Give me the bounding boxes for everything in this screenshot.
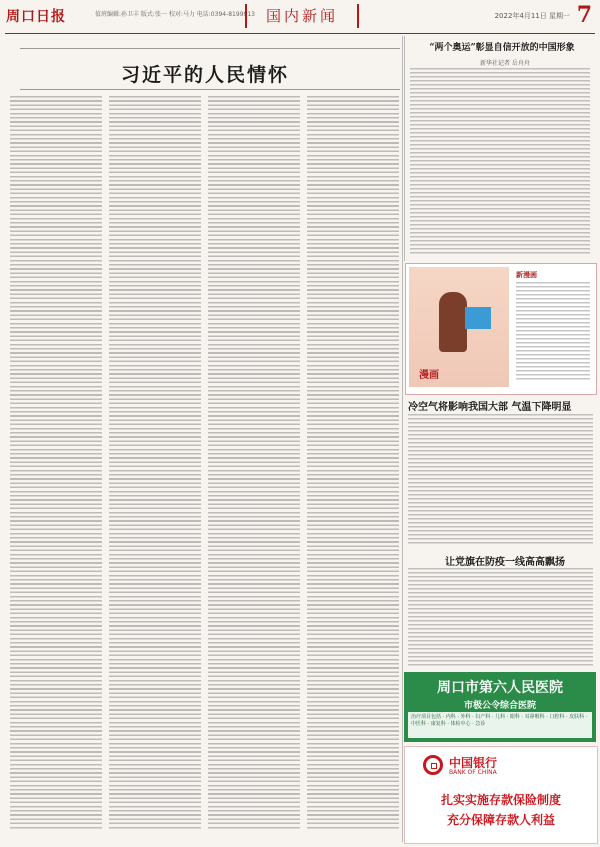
masthead: [0, 0, 600, 34]
right-top-article-body: [410, 68, 590, 256]
right-top-article-title: “两个奥运”彰显自信开放的中国形象: [429, 43, 575, 53]
cartoon-block: [405, 263, 597, 395]
main-article-title: 习近平的人民情怀: [120, 64, 289, 86]
editor-meta: 值班编辑:孙卫丰 版式:张一 校对:马力 电话:0394-8199913: [95, 11, 255, 18]
bank-ad: [404, 746, 598, 844]
cartoon-title: 新漫画: [516, 271, 537, 279]
article-column-4: [307, 96, 399, 831]
weather-article-title: 冷空气将影响我国大部 气温下降明显: [408, 402, 572, 413]
hospital-ad: [404, 672, 596, 742]
main-article-body: [10, 96, 400, 836]
article-column-2: [109, 96, 201, 831]
bank-slogan-1: 扎实实施存款保险制度: [440, 793, 561, 807]
bank-slogan-2: 充分保障存款人利益: [446, 813, 555, 827]
cartoon-sign-icon: [465, 307, 491, 329]
page-number: 7: [576, 2, 592, 28]
hospital-ad-details-text: 治疗项目包括 · 内科 · 外科 · 妇产科 · 儿科 · 眼科 · 耳鼻喉科 · 口腔科 · 皮肤科 · 中医科 · 康复科 · 体检中心 · 急诊: [411, 714, 588, 727]
masthead-rule: [5, 33, 595, 34]
hospital-ad-subtitle: 市极公令综合医院: [463, 701, 536, 711]
hospital-ad-title: 周口市第六人民医院: [437, 680, 563, 696]
article-column-3: [208, 96, 300, 831]
hospital-ad-details: [408, 712, 592, 738]
column-separator: [402, 36, 403, 842]
cartoon-image: [409, 267, 509, 387]
epidemic-article-title: 让党旗在防疫一线高高飘扬: [445, 557, 565, 568]
bank-logo-icon: [423, 755, 443, 775]
weather-article-body: [408, 414, 593, 544]
cartoon-label: 漫画: [419, 370, 439, 381]
bank-name: 中国银行: [449, 756, 498, 770]
article-column-1: [10, 96, 102, 831]
newspaper-logo: 周口日报: [6, 9, 66, 25]
issue-date: 2022年4月11日 星期一: [494, 12, 570, 20]
right-top-article-author: 新华社记者 岳舟舟: [480, 60, 530, 67]
cartoon-caption-body: [516, 282, 590, 382]
bank-name-en: BANK OF CHINA: [449, 769, 497, 776]
cartoon-person-icon: [439, 292, 467, 352]
section-title: 国内新闻: [245, 4, 359, 28]
epidemic-article-body: [408, 568, 593, 668]
